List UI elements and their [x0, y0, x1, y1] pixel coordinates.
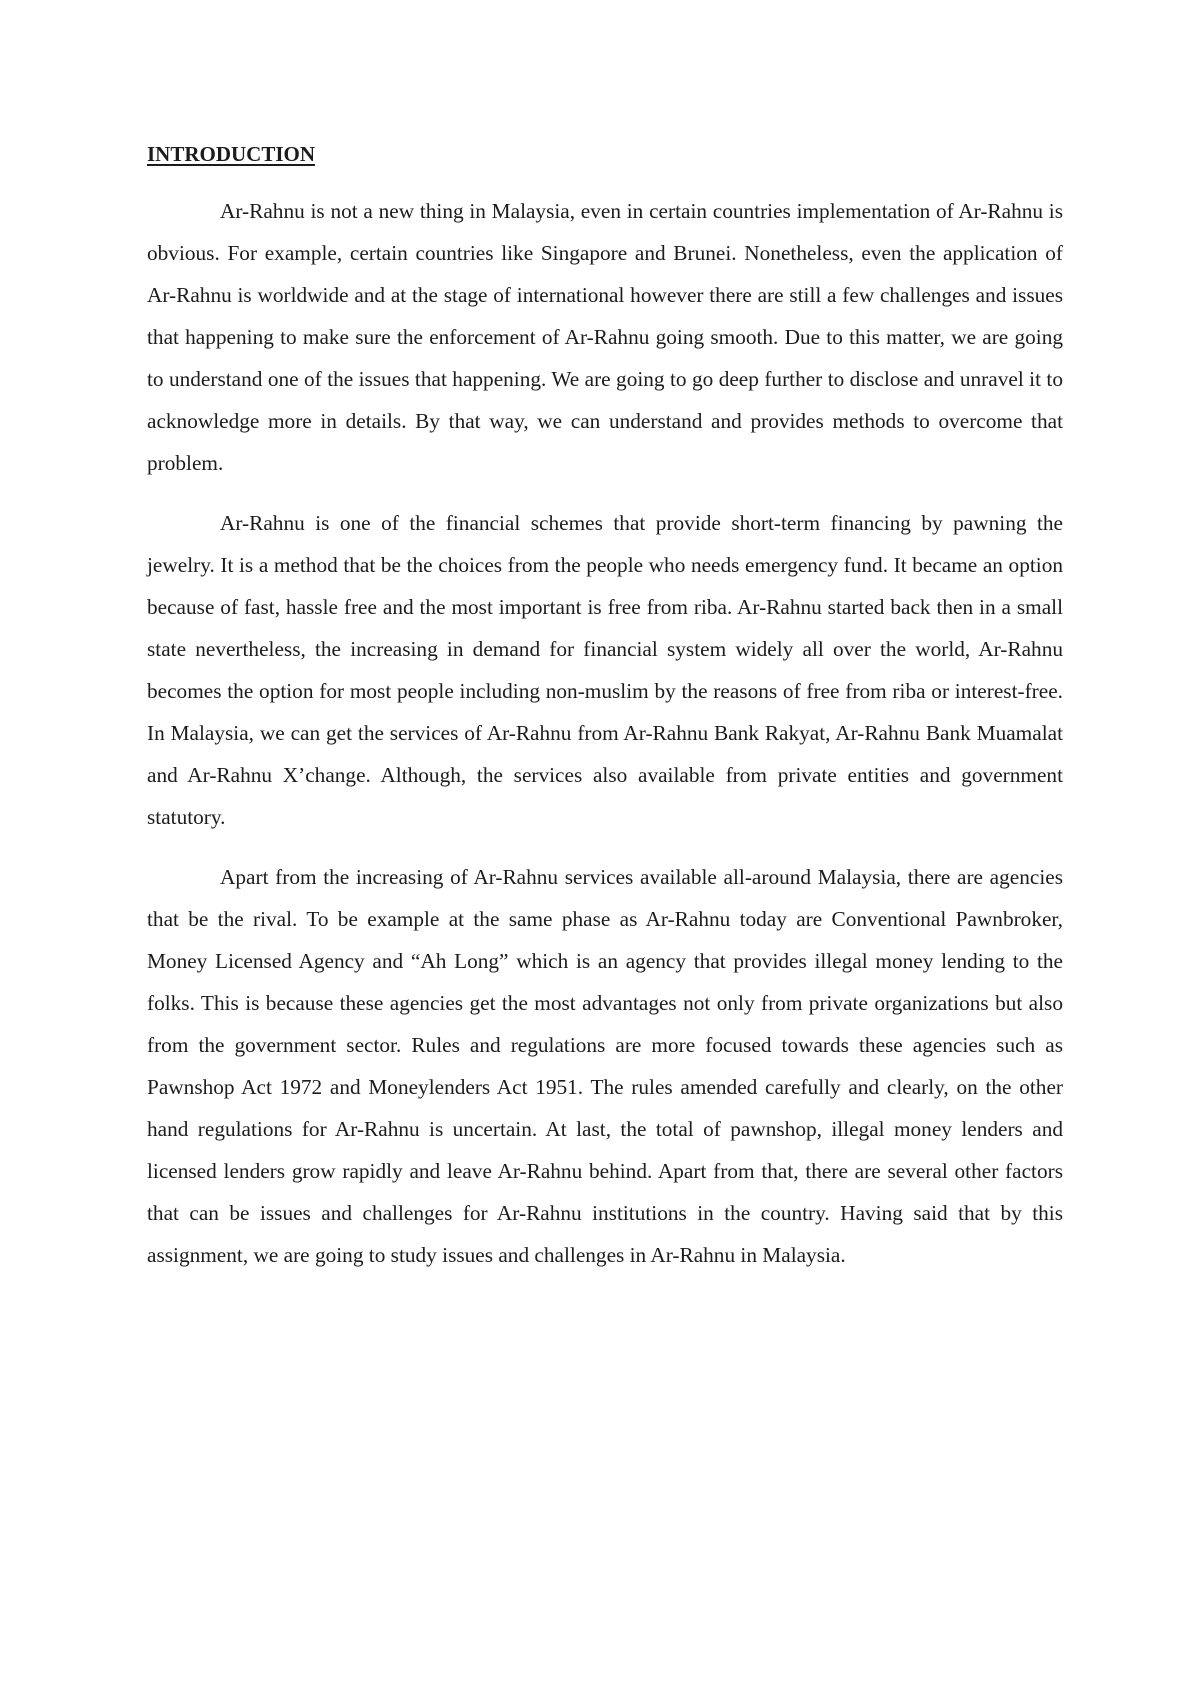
document-body [147, 140, 1063, 1294]
section-heading: INTRODUCTION [147, 142, 316, 166]
paragraph-3: Apart from the increasing of Ar-Rahnu services available all-around Malaysia, there are agencies that be the rival. To be example at the same phase as Ar-Rahnu today are Conventional Pawnbroker, Money Licensed Agency and “Ah Long” which is an agency that provides illegal money lending to the folks. This is because these agencies get the most advantages not only from private organizations but also from the government sector. Rules and regulations are more focused towards these agencies such as Pawnshop Act 1972 and Moneylenders Act 1951. The rules amended carefully and clearly, on the other hand regulations for Ar-Rahnu is uncertain. At last, the total of pawnshop, illegal money lenders and licensed lenders grow rapidly and leave Ar-Rahnu behind. Apart from that, there are several other factors that can be issues and challenges for Ar-Rahnu institutions in the country. Having said that by this assignment, we are going to study issues and challenges in Ar-Rahnu in Malaysia. [147, 865, 1063, 1267]
paragraph-1: Ar-Rahnu is not a new thing in Malaysia, even in certain countries implementation of Ar-Rahnu is obvious. For example, certain countries like Singapore and Brunei. Nonetheless, even the application of Ar-Rahnu is worldwide and at the stage of international however there are still a few challenges and issues that happening to make sure the enforcement of Ar-Rahnu going smooth. Due to this matter, we are going to understand one of the issues that happening. We are going to go deep further to disclose and unravel it to acknowledge more in details. By that way, we can understand and provides methods to overcome that problem. [147, 199, 1063, 475]
paragraph-2: Ar-Rahnu is one of the financial schemes that provide short-term financing by pawning the jewelry. It is a method that be the choices from the people who needs emergency fund. It became an option because of fast, hassle free and the most important is free from riba. Ar-Rahnu started back then in a small state nevertheless, the increasing in demand for financial system widely all over the world, Ar-Rahnu becomes the option for most people including non-muslim by the reasons of free from riba or interest-free. In Malaysia, we can get the services of Ar-Rahnu from Ar-Rahnu Bank Rakyat, Ar-Rahnu Bank Muamalat and Ar-Rahnu X’change. Although, the services also available from private entities and government statutory. [147, 511, 1063, 829]
